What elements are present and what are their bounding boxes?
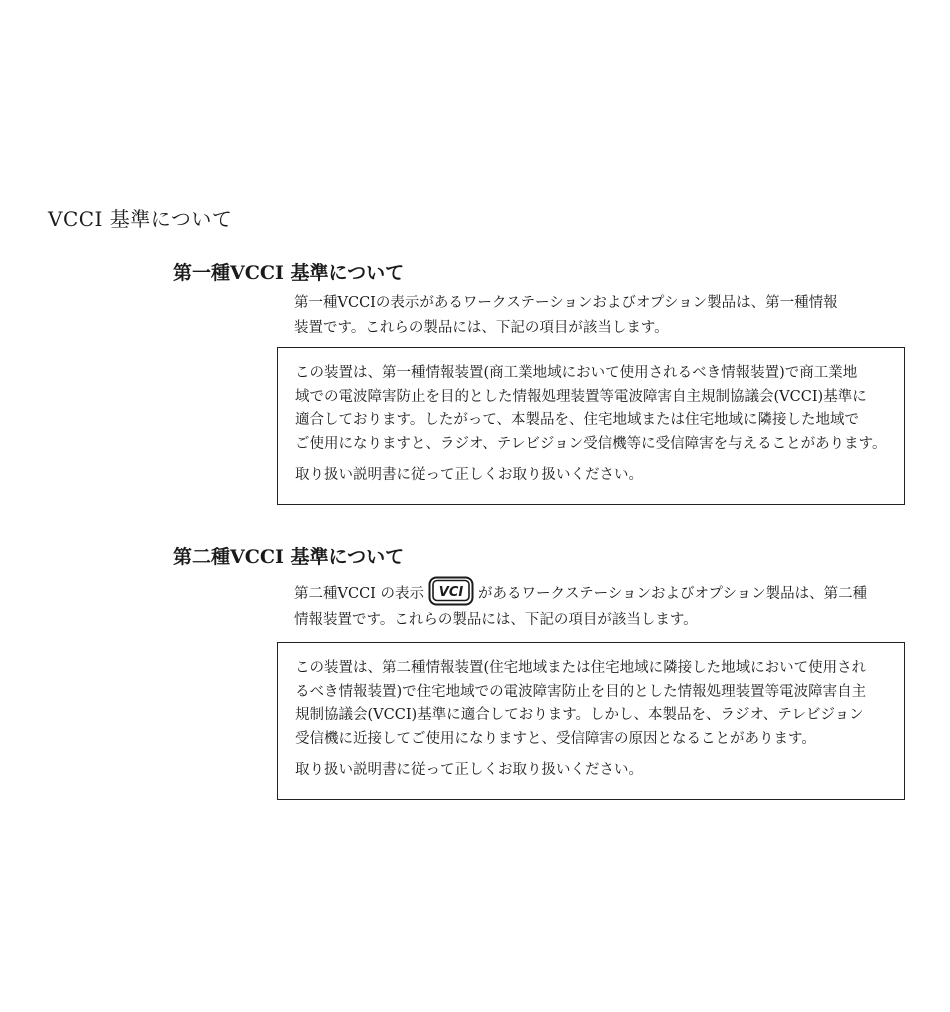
vcci-logo-icon bbox=[428, 576, 474, 608]
class2-notice-line-4: 受信機に近接してご使用になりますと、受信障害の原因となることがあります。 bbox=[295, 730, 816, 747]
class1-notice-line-1: この装置は、第一種情報装置(商工業地域において使用されるべき情報装置)で商工業地 bbox=[295, 365, 858, 381]
class2-notice-line-2: るべき情報装置)で住宅地域での電波障害防止を目的とした情報処理装置等電波障害自主 bbox=[295, 683, 867, 700]
class2-intro-prefix: 第二種VCCI の表示 bbox=[294, 586, 424, 602]
class1-notice-line-3: 適合しております。したがって、本製品を、住宅地域または住宅地域に隣接した地域で bbox=[295, 412, 860, 428]
class1-intro-line-2: 装置です。これらの製品には、下記の項目が該当します。 bbox=[294, 320, 669, 336]
class1-notice-line-4: ご使用になりますと、ラジオ、テレビジョン受信機等に受信障害を与えることがあります。 bbox=[295, 435, 887, 452]
class1-heading: 第一種VCCI 基準について bbox=[173, 262, 405, 284]
class2-intro-suffix: があるワークステーションおよびオプション製品は、第二種 bbox=[478, 586, 868, 602]
page-title: VCCI 基準について bbox=[48, 207, 233, 231]
class2-intro-line-1 bbox=[294, 576, 890, 608]
class2-notice-box bbox=[277, 642, 905, 800]
class1-notice-box bbox=[277, 347, 905, 505]
class2-notice-closing: 取り扱い説明書に従って正しくお取り扱いください。 bbox=[295, 762, 643, 778]
class1-intro-line-1: 第一種VCCIの表示があるワークステーションおよびオプション製品は、第一種情報 bbox=[294, 295, 838, 311]
class2-heading: 第二種VCCI 基準について bbox=[173, 546, 405, 568]
class2-notice-line-1: この装置は、第二種情報装置(住宅地域または住宅地域に隣接した地域において使用され bbox=[295, 660, 867, 676]
class2-intro bbox=[294, 576, 890, 633]
class1-intro bbox=[294, 291, 890, 341]
vcci-logo-text: VCI bbox=[438, 585, 464, 600]
class1-notice-closing: 取り扱い説明書に従って正しくお取り扱いください。 bbox=[295, 467, 643, 483]
class2-intro-line-2: 情報装置です。これらの製品には、下記の項目が該当します。 bbox=[294, 612, 698, 628]
class1-notice-line-2: 域での電波障害防止を目的とした情報処理装置等電波障害自主規制協議会(VCCI)基準に bbox=[295, 388, 867, 405]
class2-notice-line-3: 規制協議会(VCCI)基準に適合しております。しかし、本製品を、ラジオ、テレビジョン bbox=[295, 707, 864, 723]
